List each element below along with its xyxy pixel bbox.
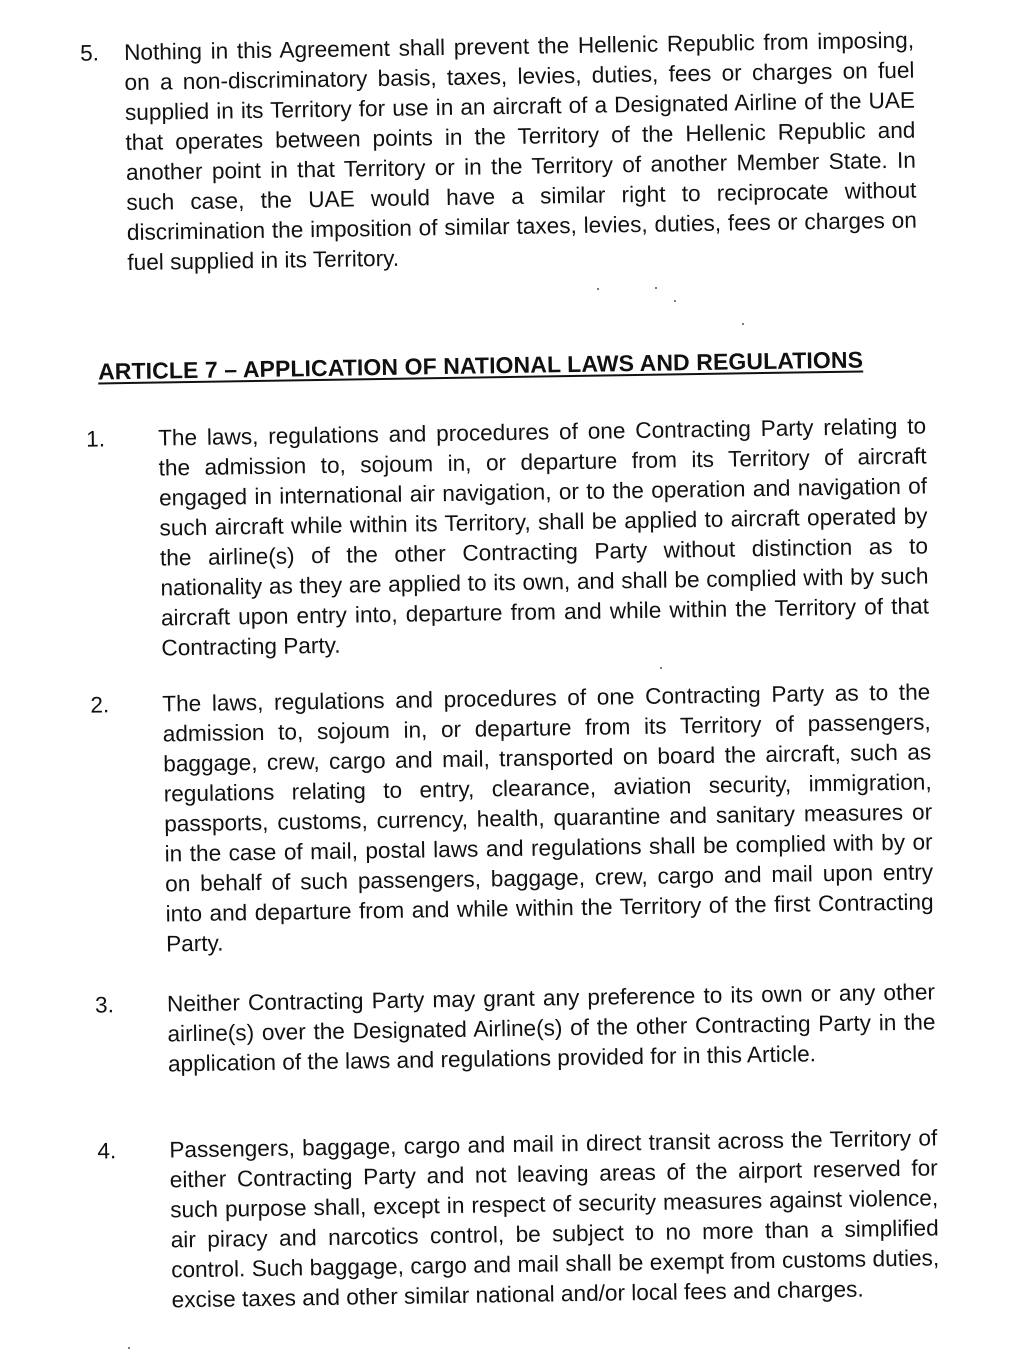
paragraph-number: 1. — [85, 426, 106, 452]
scan-speck — [597, 288, 599, 290]
paragraph-text: Neither Contracting Party may grant any preference to its own or any other airline(s) over the Designated Airline(s) of the other Contracting Party in the application of the laws and regulations provided for in this Article. — [166, 979, 936, 1077]
paragraph-number: 5. — [79, 40, 100, 66]
paragraph-text: Passengers, baggage, cargo and mail in direct transit across the Territory of either Contracting Party and not leaving areas of the airport reserved for such purpose shall, except in respect of security measures against violence, air piracy and narcotics control, be subject to no more than a simplified control. Such baggage, cargo and mail shall be exempt from customs duties, excise taxes and other similar national and/or local fees and charges. — [169, 1125, 940, 1313]
article-paragraph-2 — [90, 677, 934, 960]
paragraph-5 — [80, 26, 924, 279]
paragraph-text: The laws, regulations and procedures of one Contracting Party relating to the admission to, sojoum in, or departure from its Territory of aircraft engaged in international air navigation, or to the operation and navigation of such aircraft while within its Territory, shall be applied to aircraft operated by the airline(s) of the other Contracting Party without distinction as to nationality as they are applied to its own, and shall be complied with by such aircraft upon entry into, departure from and while within the Territory of that Contracting Party. — [157, 413, 930, 661]
scan-speck — [128, 1347, 130, 1349]
article-paragraph-3 — [95, 977, 936, 1080]
paragraph-number: 4. — [97, 1138, 117, 1164]
paragraph-number: 2. — [90, 692, 110, 718]
paragraph-text: The laws, regulations and procedures of one Contracting Party as to the admission to, sojoum in, or departure from its Territory of passengers, baggage, crew, cargo and mail, transported on board the aircraft, such as regulations relating to entry, clearance, aviation security, immigration, passports, customs, currency, health, quarantine and sanitary measures or in the case of mail, postal laws and regulations shall be complied with by or on behalf of such passengers, baggage, crew, cargo and mail upon entry into and departure from and while within the Territory of the first Contracting Party. — [162, 679, 934, 957]
paragraph-number: 3. — [94, 992, 115, 1018]
scan-speck — [655, 287, 657, 289]
article-paragraph-1 — [86, 411, 930, 664]
scan-speck — [660, 667, 662, 669]
scan-speck — [674, 300, 676, 302]
scan-speck — [742, 323, 744, 325]
article-paragraph-4 — [97, 1123, 940, 1316]
paragraph-text: Nothing in this Agreement shall prevent the Hellenic Republic from imposing, on a non-discriminatory basis, taxes, levies, duties, fees or charges on fuel supplied in its Territory for use in an aircraft of a Designated Airline of the UAE that operates between points in the Territory of the Hellenic Republic and another point in that Territory or in the Territory of another Member State. In such case, the UAE would have a similar right to reciprocate without discrimination the imposition of similar taxes, levies, duties, fees or charges on fuel supplied in its Territory. — [123, 27, 918, 275]
article-heading: ARTICLE 7 – APPLICATION OF NATIONAL LAWS AND REGULATIONS — [97, 346, 864, 385]
